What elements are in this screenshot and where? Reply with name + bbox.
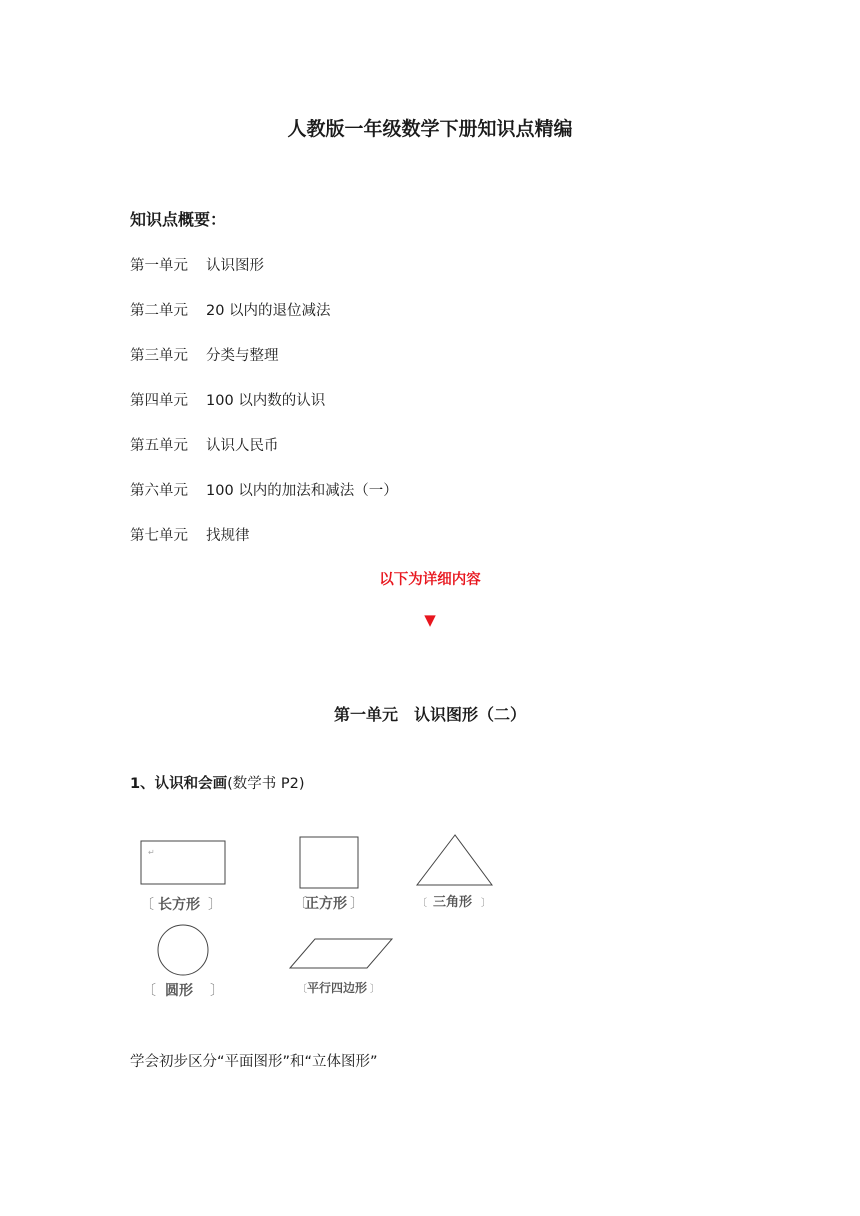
unit-row xyxy=(130,299,331,320)
unit-row xyxy=(130,389,325,410)
square-label: 正方形 xyxy=(305,896,347,912)
triangle-shape xyxy=(417,835,492,885)
circle-shape xyxy=(158,925,208,975)
parallelogram-label: 平行四边形 xyxy=(307,981,368,995)
circle-label: 圆形 xyxy=(165,983,193,999)
bracket-open: 〔 xyxy=(417,898,427,909)
unit-name: 第六单元 xyxy=(130,483,188,499)
document-title: 人教版一年级数学下册知识点精编 xyxy=(287,118,573,140)
return-mark-icon: ↵ xyxy=(148,848,155,857)
unit-topic: 100 以内的加法和减法（一） xyxy=(206,483,398,499)
unit-topic: 认识图形 xyxy=(206,258,264,274)
unit-row xyxy=(130,434,279,455)
unit-topic: 分类与整理 xyxy=(206,348,279,364)
unit-topic: 20 以内的退位减法 xyxy=(206,303,331,319)
bracket-open: 〔 xyxy=(297,984,307,995)
note-text: 学会初步区分“平面图形”和“立体图形” xyxy=(130,1054,378,1070)
unit-name: 第七单元 xyxy=(130,528,188,544)
unit-name: 第二单元 xyxy=(130,303,188,319)
section-title: 第一单元 认识图形（二） xyxy=(333,705,526,724)
bracket-close: 〕 xyxy=(208,897,222,913)
unit-name: 第五单元 xyxy=(130,438,188,454)
triangle-label: 三角形 xyxy=(433,895,473,910)
unit-name: 第三单元 xyxy=(130,348,188,364)
square-shape xyxy=(300,837,358,888)
bracket-open: 〔 xyxy=(142,983,156,999)
unit-name: 第四单元 xyxy=(130,393,188,409)
subsection-title: 1、认识和会画 xyxy=(130,776,228,792)
unit-topic: 认识人民币 xyxy=(206,438,279,454)
rectangle-label: 长方形 xyxy=(158,897,200,913)
bracket-close: 〕 xyxy=(210,983,224,999)
bracket-close: 〕 xyxy=(481,898,491,909)
unit-row xyxy=(130,479,398,500)
subsection-reference: (数学书 P2) xyxy=(227,776,305,792)
bracket-open: 〔 xyxy=(293,896,307,912)
subsection-heading xyxy=(130,772,305,793)
shapes-figure xyxy=(130,825,510,1010)
unit-row xyxy=(130,524,250,545)
overview-heading: 知识点概要： xyxy=(130,210,227,229)
parallelogram-shape xyxy=(290,939,392,968)
bracket-open: 〔 xyxy=(140,897,154,913)
unit-row xyxy=(130,344,279,365)
unit-row xyxy=(130,254,264,275)
unit-name: 第一单元 xyxy=(130,258,188,274)
bracket-close: 〕 xyxy=(350,896,364,912)
bracket-close: 〕 xyxy=(370,984,380,995)
detail-note: 以下为详细内容 xyxy=(379,572,481,588)
unit-topic: 找规律 xyxy=(206,528,250,544)
unit-topic: 100 以内数的认识 xyxy=(206,393,326,409)
down-arrow-icon: ▼ xyxy=(424,611,436,629)
